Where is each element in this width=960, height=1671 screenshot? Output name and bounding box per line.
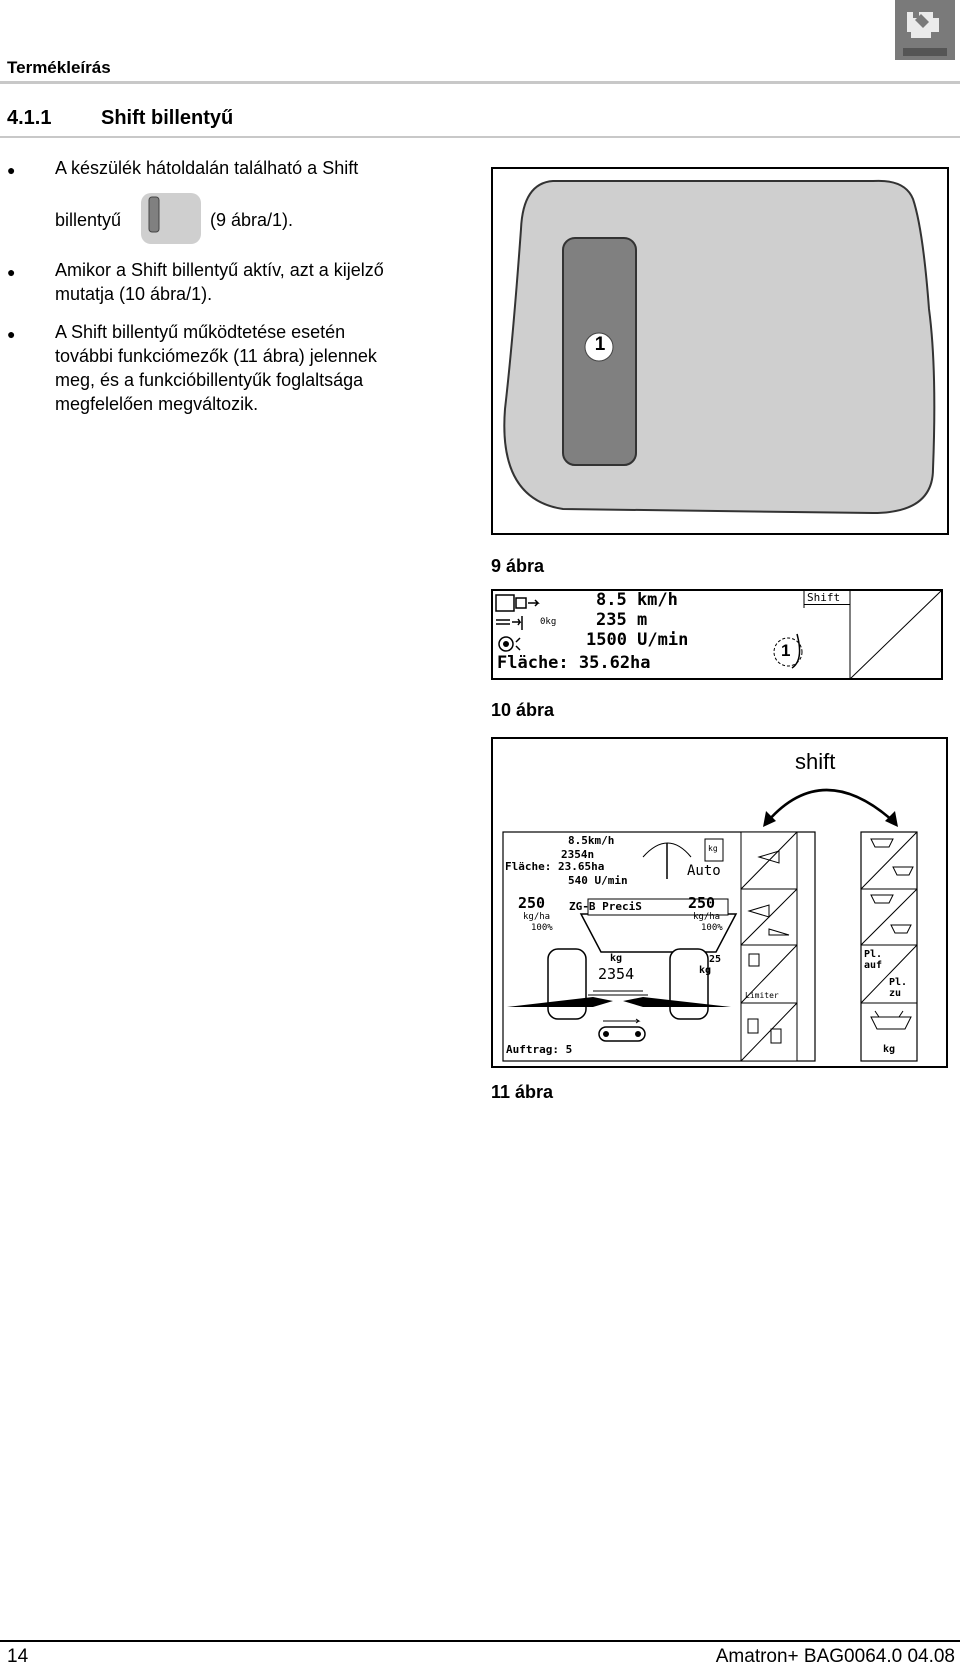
figure-9-caption: 9 ábra (491, 556, 545, 576)
section-rule (0, 136, 960, 138)
fig11-speed: 8.5km/h (568, 834, 615, 847)
figure-9-callout: 1 (594, 334, 606, 355)
fig11-left-rate: 250 (518, 894, 546, 912)
bullet-2-line1: Amikor a Shift billentyű aktív, azt a kijelző (55, 260, 384, 280)
bullet-1-line2-ref: (9 ábra/1). (210, 210, 294, 230)
bullet-3-line2: további funkciómezők (11 ábra) jelennek (55, 346, 377, 366)
bullet-3-line1: A Shift billentyű működtetése esetén (55, 322, 346, 342)
fig11-right-rate: 250 (688, 894, 716, 912)
fig11-left-unit: kg/ha (523, 912, 551, 922)
fig11-auto: Auto (687, 863, 721, 879)
fig11-small-value: 25 (709, 954, 722, 965)
fig11-kg-label: kg (610, 953, 623, 964)
fig11-machine: ZG-B PreciS (569, 900, 642, 913)
amazone-logo (895, 0, 955, 60)
fig10-distance: 235 m (596, 610, 648, 630)
figure-11-caption: 11 ábra (491, 1082, 554, 1102)
bullet-3-line4: megfelelően megváltozik. (55, 394, 259, 414)
section-number: 4.1.1 (7, 107, 52, 129)
fig11-weight: 2354n (561, 848, 595, 861)
fig10-area: Fläche: 35.62ha (497, 653, 651, 673)
fig11-right-pct: 100% (701, 923, 723, 933)
fig10-speed: 8.5 km/h (596, 590, 678, 610)
bullet-2-line2: mutatja (10 ábra/1). (55, 284, 213, 304)
figure-10 (491, 589, 943, 680)
bullet-2 (0, 258, 480, 306)
fig11-kg-bottom: kg (883, 1044, 896, 1055)
footer-rule (0, 1640, 960, 1642)
fig11-limiter: Limiter (745, 991, 779, 1000)
fig11-left-pct: 100% (531, 923, 553, 933)
section-title: Shift billentyű (101, 107, 234, 129)
figure-10-caption: 10 ábra (491, 700, 555, 720)
figure-9 (491, 167, 949, 535)
document-id: Amatron+ BAG0064.0 04.08 (715, 1646, 955, 1667)
bullet-3 (0, 320, 480, 416)
page-number: 14 (7, 1646, 29, 1667)
fig10-shift-label: Shift (807, 591, 841, 604)
bullet-dot: ● (7, 264, 16, 280)
fig10-rpm: 1500 U/min (586, 630, 689, 650)
shift-key-icon (140, 192, 202, 245)
fig11-rpm: 540 U/min (568, 874, 628, 887)
fig11-kg-value: 2354 (598, 965, 635, 983)
fig11-pl-zu: Pl. zu (889, 977, 908, 999)
fig11-auftrag: Auftrag: 5 (506, 1043, 573, 1056)
display-extra-function-fields (493, 739, 946, 1066)
fig11-pl-auf: Pl. auf (864, 949, 883, 971)
fig11-kg-box: kg (708, 844, 718, 853)
figure-11 (491, 737, 948, 1068)
header-title: Termékleírás (7, 58, 111, 77)
fig11-small-unit: kg (699, 965, 712, 976)
bullet-1 (0, 156, 480, 236)
bullet-1-line2: billentyű (55, 210, 122, 230)
header-rule (0, 81, 960, 84)
bullet-dot: ● (7, 162, 16, 178)
fig10-tank: 0kg (540, 617, 557, 627)
fig11-shift-label: shift (795, 749, 836, 774)
fig11-right-unit: kg/ha (693, 912, 721, 922)
bullet-dot: ● (7, 326, 16, 342)
fig11-area: Fläche: 23.65ha (505, 860, 605, 873)
bullet-3-line3: meg, és a funkcióbillentyűk foglaltsága (55, 370, 364, 390)
shift-key-rear-illustration (493, 169, 947, 533)
fig10-callout: 1 (781, 641, 791, 660)
bullet-1-line1: A készülék hátoldalán található a Shift (55, 158, 359, 178)
